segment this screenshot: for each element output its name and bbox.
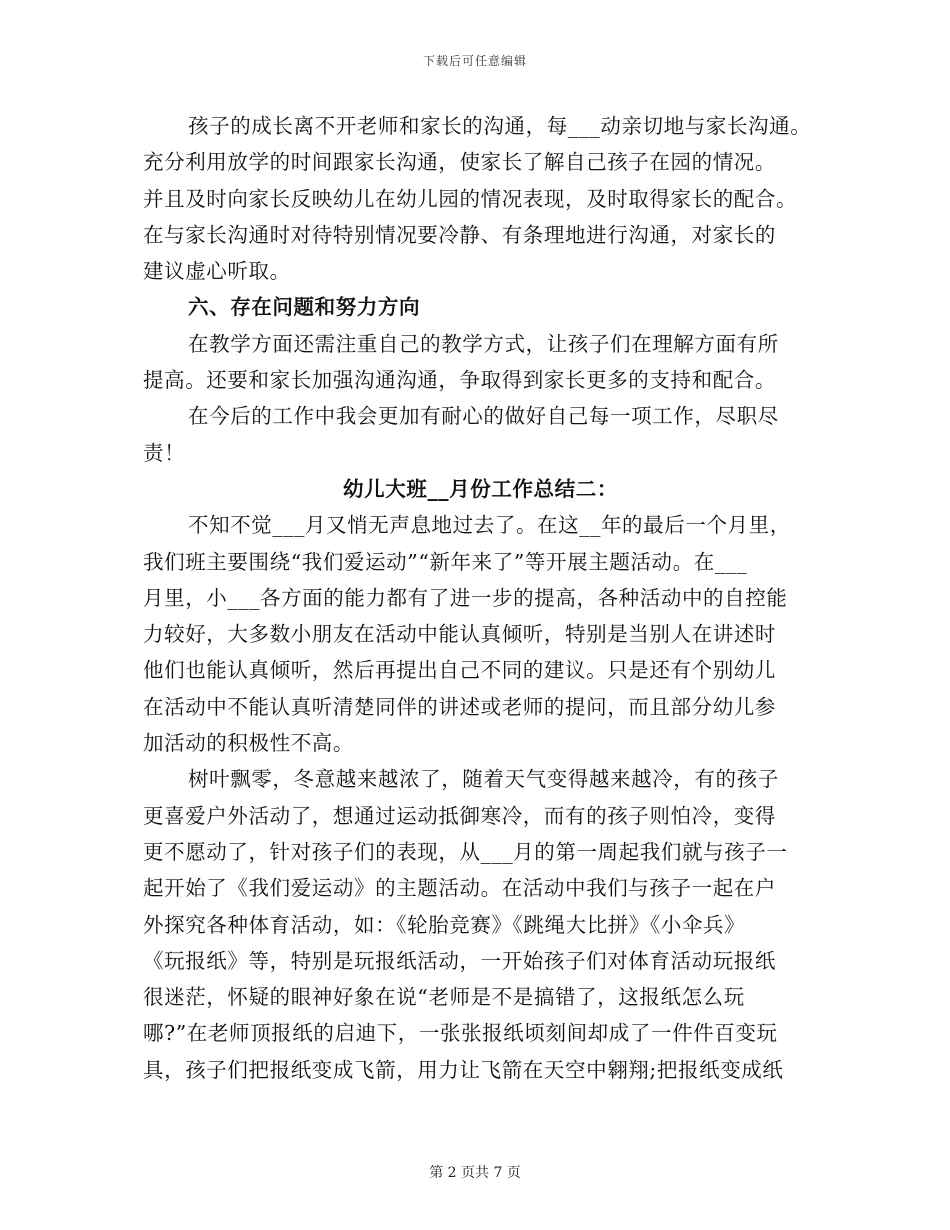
text-line: 更喜爱户外活动了，想通过运动抵御寒冷，而有的孩子则怕冷，变得 bbox=[143, 803, 776, 828]
text-line: 《玩报纸》等，特别是玩报纸活动，一开始孩子们对体育活动玩报纸 bbox=[143, 948, 776, 973]
text-line: 树叶飘零，冬意越来越浓了，随着天气变得越来越冷，有的孩子 bbox=[188, 767, 779, 792]
text-line: 很迷茫，怀疑的眼神好象在说“老师是不是搞错了，这报纸怎么玩 bbox=[143, 985, 745, 1010]
text-line: 在教学方面还需注重自己的教学方式，让孩子们在理解方面有所 bbox=[188, 331, 779, 356]
text-line: 更不愿动了，针对孩子们的表现，从___月的第一周起我们就与孩子一 bbox=[143, 839, 788, 864]
text-line: 起开始了《我们爱运动》的主题活动。在活动中我们与孩子一起在户 bbox=[143, 876, 776, 901]
text-line: 在今后的工作中我会更加有耐心的做好自己每一项工作，尽职尽 bbox=[188, 404, 779, 429]
text-line: 充分利用放学的时间跟家长沟通，使家长了解自己孩子在园的情况。 bbox=[143, 150, 776, 175]
page-footer: 第 2 页共 7 页 bbox=[429, 1165, 521, 1181]
text-line: 力较好，大多数小朋友在活动中能认真倾听，特别是当别人在讲述时 bbox=[143, 622, 776, 647]
text-line: 在与家长沟通时对待特别情况要冷静、有条理地进行沟通，对家长的 bbox=[143, 222, 776, 247]
text-line: 我们班主要围绕“我们爱运动”“新年来了”等开展主题活动。在___ bbox=[143, 549, 748, 574]
section-title: 幼儿大班__月份工作总结二： bbox=[343, 476, 618, 501]
text-line: 不知不觉___月又悄无声息地过去了。在这__年的最后一个月里， bbox=[188, 513, 791, 538]
text-line: 并且及时向家长反映幼儿在幼儿园的情况表现，及时取得家长的配合。 bbox=[143, 186, 798, 211]
text-line: 加活动的积极性不高。 bbox=[143, 731, 354, 756]
text-line: 孩子的成长离不开老师和家长的沟通，每___动亲切地与家长沟通。 bbox=[188, 114, 812, 138]
text-line: 建议虚心听取。 bbox=[143, 259, 291, 284]
text-line: 哪?”在老师顶报纸的启迪下，一张张报纸顷刻间却成了一件件百变玩 bbox=[143, 1021, 778, 1046]
page-header: 下载后可任意编辑 bbox=[422, 54, 527, 68]
text-line: 外探究各种体育活动，如：《轮胎竞赛》《跳绳大比拼》《小伞兵》 bbox=[143, 912, 746, 937]
document-body bbox=[143, 108, 818, 1088]
section-heading: 六、存在问题和努力方向 bbox=[188, 295, 421, 320]
text-line: 具，孩子们把报纸变成飞箭，用力让飞箭在天空中翱翔;把报纸变成纸 bbox=[143, 1057, 784, 1082]
text-line: 在活动中不能认真听清楚同伴的讲述或老师的提问，而且部分幼儿参 bbox=[143, 694, 776, 719]
text-line: 责！ bbox=[143, 440, 186, 465]
text-line: 他们也能认真倾听，然后再提出自己不同的建议。只是还有个别幼儿 bbox=[143, 658, 776, 683]
text-line: 月里，小___各方面的能力都有了进一步的提高，各种活动中的自控能 bbox=[143, 585, 788, 610]
text-line: 提高。还要和家长加强沟通沟通，争取得到家长更多的支持和配合。 bbox=[143, 368, 776, 393]
